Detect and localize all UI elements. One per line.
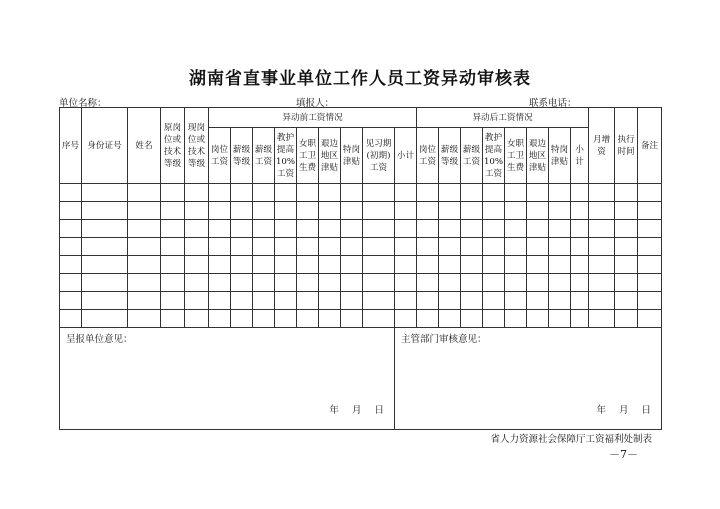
table-cell[interactable] [297, 238, 319, 256]
table-cell[interactable] [253, 202, 275, 220]
table-cell[interactable] [275, 238, 297, 256]
table-cell[interactable] [549, 238, 571, 256]
before-col-header: 女职工卫生费 [297, 128, 319, 184]
table-cell[interactable] [417, 292, 439, 310]
after-col-header: 特岗津贴 [549, 128, 571, 184]
col-curr-post-header: 现岗位或技术等级 [185, 108, 209, 184]
table-cell[interactable] [589, 220, 615, 238]
table-cell[interactable] [341, 184, 363, 202]
table-cell[interactable] [209, 184, 231, 202]
table-cell[interactable] [231, 274, 253, 292]
before-col-header: 见习期(初期)工资 [363, 128, 395, 184]
table-cell[interactable] [60, 184, 82, 202]
table-cell[interactable] [505, 292, 527, 310]
table-cell[interactable] [589, 184, 615, 202]
table-cell[interactable] [461, 220, 483, 238]
col-monthly-increase-header: 月增资 [589, 108, 615, 184]
table-cell[interactable] [128, 202, 161, 220]
table-cell[interactable] [363, 202, 395, 220]
before-col-header: 岗位工资 [209, 128, 231, 184]
table-cell[interactable] [341, 292, 363, 310]
table-row [60, 238, 662, 256]
table-cell[interactable] [253, 184, 275, 202]
table-cell[interactable] [505, 310, 527, 328]
table-cell[interactable] [549, 310, 571, 328]
table-cell[interactable] [395, 310, 417, 328]
table-cell[interactable] [161, 274, 185, 292]
table-cell[interactable] [363, 292, 395, 310]
table-cell[interactable] [439, 238, 461, 256]
table-cell[interactable] [297, 256, 319, 274]
table-cell[interactable] [341, 310, 363, 328]
table-cell[interactable] [297, 220, 319, 238]
table-cell[interactable] [128, 274, 161, 292]
table-cell[interactable] [638, 220, 662, 238]
table-cell[interactable] [185, 292, 209, 310]
table-cell[interactable] [527, 184, 549, 202]
table-cell[interactable] [60, 220, 82, 238]
table-cell[interactable] [363, 310, 395, 328]
table-cell[interactable] [297, 310, 319, 328]
date-day-label: 日 [641, 405, 652, 416]
form-issuer-note: 省人力资源社会保障厅工资福利处制表 [490, 434, 652, 445]
table-cell[interactable] [253, 256, 275, 274]
table-cell[interactable] [461, 202, 483, 220]
date-day-label: 日 [374, 405, 384, 416]
before-col-header: 特岗津贴 [341, 128, 363, 184]
table-cell[interactable] [589, 292, 615, 310]
table-cell[interactable] [395, 256, 417, 274]
table-cell[interactable] [638, 256, 662, 274]
table-cell[interactable] [505, 220, 527, 238]
table-cell[interactable] [161, 220, 185, 238]
table-cell[interactable] [161, 202, 185, 220]
table-cell[interactable] [82, 184, 128, 202]
table-cell[interactable] [319, 184, 341, 202]
table-cell[interactable] [638, 292, 662, 310]
table-cell[interactable] [209, 238, 231, 256]
table-cell[interactable] [527, 202, 549, 220]
before-col-header: 薪级工资 [253, 128, 275, 184]
table-cell[interactable] [209, 310, 231, 328]
table-cell[interactable] [319, 202, 341, 220]
table-cell[interactable] [439, 274, 461, 292]
table-cell[interactable] [319, 310, 341, 328]
table-cell[interactable] [483, 184, 505, 202]
table-cell[interactable] [638, 202, 662, 220]
table-cell[interactable] [615, 274, 638, 292]
table-cell[interactable] [319, 292, 341, 310]
table-cell[interactable] [209, 220, 231, 238]
table-cell[interactable] [209, 292, 231, 310]
table-cell[interactable] [341, 274, 363, 292]
table-cell[interactable] [461, 184, 483, 202]
date-year-label: 年 [329, 405, 339, 416]
table-cell[interactable] [128, 310, 161, 328]
table-cell[interactable] [615, 202, 638, 220]
table-cell[interactable] [128, 220, 161, 238]
table-cell[interactable] [297, 184, 319, 202]
table-cell[interactable] [483, 220, 505, 238]
date-month-label: 月 [618, 405, 629, 416]
table-row [60, 220, 662, 238]
table-cell[interactable] [363, 220, 395, 238]
col-id-header: 身份证号 [82, 108, 128, 184]
table-cell[interactable] [417, 238, 439, 256]
table-cell[interactable] [417, 274, 439, 292]
table-cell[interactable] [417, 256, 439, 274]
table-cell[interactable] [615, 184, 638, 202]
table-cell[interactable] [60, 292, 82, 310]
table-cell[interactable] [527, 220, 549, 238]
table-cell[interactable] [483, 238, 505, 256]
table-cell[interactable] [209, 256, 231, 274]
table-cell[interactable] [253, 238, 275, 256]
table-cell[interactable] [571, 184, 589, 202]
table-cell[interactable] [341, 238, 363, 256]
submitting-unit-opinion-label: 呈报单位意见： [66, 334, 133, 345]
table-cell[interactable] [185, 184, 209, 202]
table-cell[interactable] [505, 184, 527, 202]
table-cell[interactable] [505, 274, 527, 292]
table-body [60, 184, 662, 328]
table-cell[interactable] [571, 256, 589, 274]
after-col-header: 薪级工资 [461, 128, 483, 184]
table-cell[interactable] [483, 256, 505, 274]
table-cell[interactable] [60, 310, 82, 328]
table-cell[interactable] [527, 256, 549, 274]
table-cell[interactable] [253, 310, 275, 328]
table-cell[interactable] [549, 292, 571, 310]
table-cell[interactable] [527, 238, 549, 256]
table-cell[interactable] [275, 256, 297, 274]
table-cell[interactable] [549, 184, 571, 202]
table-cell[interactable] [275, 184, 297, 202]
table-cell[interactable] [82, 310, 128, 328]
table-cell[interactable] [161, 238, 185, 256]
table-cell[interactable] [82, 220, 128, 238]
table-cell[interactable] [571, 220, 589, 238]
table-row [60, 202, 662, 220]
table-cell[interactable] [231, 238, 253, 256]
table-cell[interactable] [185, 220, 209, 238]
table-cell[interactable] [297, 292, 319, 310]
table-cell[interactable] [185, 202, 209, 220]
table-cell[interactable] [341, 220, 363, 238]
table-cell[interactable] [275, 292, 297, 310]
table-cell[interactable] [209, 202, 231, 220]
table-cell[interactable] [209, 274, 231, 292]
table-cell[interactable] [483, 202, 505, 220]
table-cell[interactable] [589, 310, 615, 328]
table-cell[interactable] [319, 220, 341, 238]
before-col-header: 教护提高10%工资 [275, 128, 297, 184]
table-cell[interactable] [527, 292, 549, 310]
table-cell[interactable] [231, 292, 253, 310]
table-cell[interactable] [439, 256, 461, 274]
table-cell[interactable] [231, 310, 253, 328]
table-row [60, 292, 662, 310]
table-cell[interactable] [615, 256, 638, 274]
table-cell[interactable] [549, 220, 571, 238]
table-cell[interactable] [297, 202, 319, 220]
filler-label: 填报人： [296, 98, 335, 109]
before-col-header: 小计 [395, 128, 417, 184]
table-cell[interactable] [505, 238, 527, 256]
group-after-header: 异动后工资情况 [417, 108, 589, 128]
table-cell[interactable] [297, 274, 319, 292]
col-orig-post-header: 原岗位或技术等级 [161, 108, 185, 184]
table-cell[interactable] [571, 274, 589, 292]
table-cell[interactable] [395, 292, 417, 310]
table-cell[interactable] [231, 220, 253, 238]
col-name-header: 姓名 [128, 108, 161, 184]
table-cell[interactable] [185, 256, 209, 274]
table-cell[interactable] [161, 292, 185, 310]
submitting-unit-date [329, 405, 384, 417]
table-row [60, 310, 662, 328]
table-cell[interactable] [571, 202, 589, 220]
competent-dept-date [596, 405, 651, 417]
table-cell[interactable] [549, 256, 571, 274]
table-cell[interactable] [395, 238, 417, 256]
table-cell[interactable] [483, 310, 505, 328]
date-year-label: 年 [596, 405, 606, 416]
table-cell[interactable] [589, 256, 615, 274]
after-col-header: 小计 [571, 128, 589, 184]
table-cell[interactable] [231, 256, 253, 274]
table-cell[interactable] [589, 202, 615, 220]
table-cell[interactable] [363, 238, 395, 256]
table-cell[interactable] [638, 184, 662, 202]
table-cell[interactable] [60, 238, 82, 256]
table-cell[interactable] [82, 202, 128, 220]
table-cell[interactable] [319, 238, 341, 256]
salary-change-table [59, 107, 662, 430]
table-cell[interactable] [275, 220, 297, 238]
table-cell[interactable] [395, 220, 417, 238]
table-cell[interactable] [82, 256, 128, 274]
table-cell[interactable] [253, 292, 275, 310]
page-number: －7－ [609, 448, 638, 461]
table-cell[interactable] [363, 184, 395, 202]
table-cell[interactable] [395, 184, 417, 202]
table-cell[interactable] [341, 256, 363, 274]
table-cell[interactable] [341, 202, 363, 220]
group-before-header: 异动前工资情况 [209, 108, 417, 128]
table-cell[interactable] [527, 274, 549, 292]
table-cell[interactable] [461, 310, 483, 328]
table-cell[interactable] [275, 202, 297, 220]
competent-dept-opinion-label: 主管部门审核意见： [401, 334, 487, 345]
table-cell[interactable] [275, 274, 297, 292]
unit-name-label: 单位名称： [59, 98, 107, 109]
after-col-header: 艰边地区津贴 [527, 128, 549, 184]
table-cell[interactable] [589, 274, 615, 292]
table-cell[interactable] [439, 184, 461, 202]
before-col-header: 艰边地区津贴 [319, 128, 341, 184]
table-cell[interactable] [185, 238, 209, 256]
table-row [60, 274, 662, 292]
table-cell[interactable] [185, 274, 209, 292]
submitting-unit-opinion-cell[interactable] [60, 328, 395, 430]
table-cell[interactable] [571, 310, 589, 328]
table-cell[interactable] [60, 274, 82, 292]
table-cell[interactable] [417, 310, 439, 328]
table-cell[interactable] [615, 310, 638, 328]
table-cell[interactable] [483, 292, 505, 310]
table-cell[interactable] [638, 238, 662, 256]
table-cell[interactable] [483, 274, 505, 292]
table-cell[interactable] [417, 184, 439, 202]
before-col-header: 薪级等级 [231, 128, 253, 184]
date-month-label: 月 [351, 405, 362, 416]
table-cell[interactable] [439, 310, 461, 328]
table-row [60, 256, 662, 274]
table-cell[interactable] [571, 292, 589, 310]
table-cell[interactable] [185, 310, 209, 328]
table-cell[interactable] [615, 292, 638, 310]
table-cell[interactable] [82, 238, 128, 256]
page-title: 湖南省直事业单位工作人员工资异动审核表 [189, 69, 531, 89]
table-cell[interactable] [439, 220, 461, 238]
table-cell[interactable] [319, 274, 341, 292]
table-cell[interactable] [82, 292, 128, 310]
after-col-header: 教护提高10%工资 [483, 128, 505, 184]
table-cell[interactable] [363, 274, 395, 292]
table-cell[interactable] [128, 184, 161, 202]
table-cell[interactable] [417, 202, 439, 220]
table-cell[interactable] [461, 292, 483, 310]
table-cell[interactable] [395, 274, 417, 292]
table-cell[interactable] [253, 220, 275, 238]
table-cell[interactable] [82, 274, 128, 292]
table-cell[interactable] [231, 184, 253, 202]
col-remark-header: 备注 [638, 108, 662, 184]
table-cell[interactable] [275, 310, 297, 328]
table-row [60, 184, 662, 202]
table-cell[interactable] [161, 256, 185, 274]
table-cell[interactable] [549, 274, 571, 292]
table-cell[interactable] [571, 238, 589, 256]
table-cell[interactable] [615, 238, 638, 256]
table-cell[interactable] [363, 256, 395, 274]
table-cell[interactable] [638, 310, 662, 328]
table-cell[interactable] [461, 274, 483, 292]
table-cell[interactable] [417, 220, 439, 238]
table-cell[interactable] [439, 292, 461, 310]
table-cell[interactable] [549, 202, 571, 220]
table-cell[interactable] [128, 256, 161, 274]
table-cell[interactable] [505, 256, 527, 274]
phone-label: 联系电话： [529, 98, 577, 109]
table-cell[interactable] [128, 238, 161, 256]
table-cell[interactable] [527, 310, 549, 328]
table-cell[interactable] [231, 202, 253, 220]
after-col-header: 女职工卫生费 [505, 128, 527, 184]
table-cell[interactable] [319, 256, 341, 274]
table-cell[interactable] [615, 220, 638, 238]
table-cell[interactable] [589, 238, 615, 256]
table-cell[interactable] [253, 274, 275, 292]
competent-dept-opinion-cell[interactable] [395, 328, 662, 430]
table-cell[interactable] [161, 310, 185, 328]
col-seq-header: 序号 [60, 108, 82, 184]
table-cell[interactable] [439, 202, 461, 220]
table-cell[interactable] [128, 292, 161, 310]
table-cell[interactable] [60, 202, 82, 220]
after-col-header: 岗位工资 [417, 128, 439, 184]
table-cell[interactable] [461, 238, 483, 256]
table-cell[interactable] [505, 202, 527, 220]
table-cell[interactable] [60, 256, 82, 274]
table-cell[interactable] [638, 274, 662, 292]
table-cell[interactable] [395, 202, 417, 220]
table-cell[interactable] [461, 256, 483, 274]
table-cell[interactable] [161, 184, 185, 202]
col-exec-time-header: 执行时间 [615, 108, 638, 184]
after-col-header: 薪级等级 [439, 128, 461, 184]
